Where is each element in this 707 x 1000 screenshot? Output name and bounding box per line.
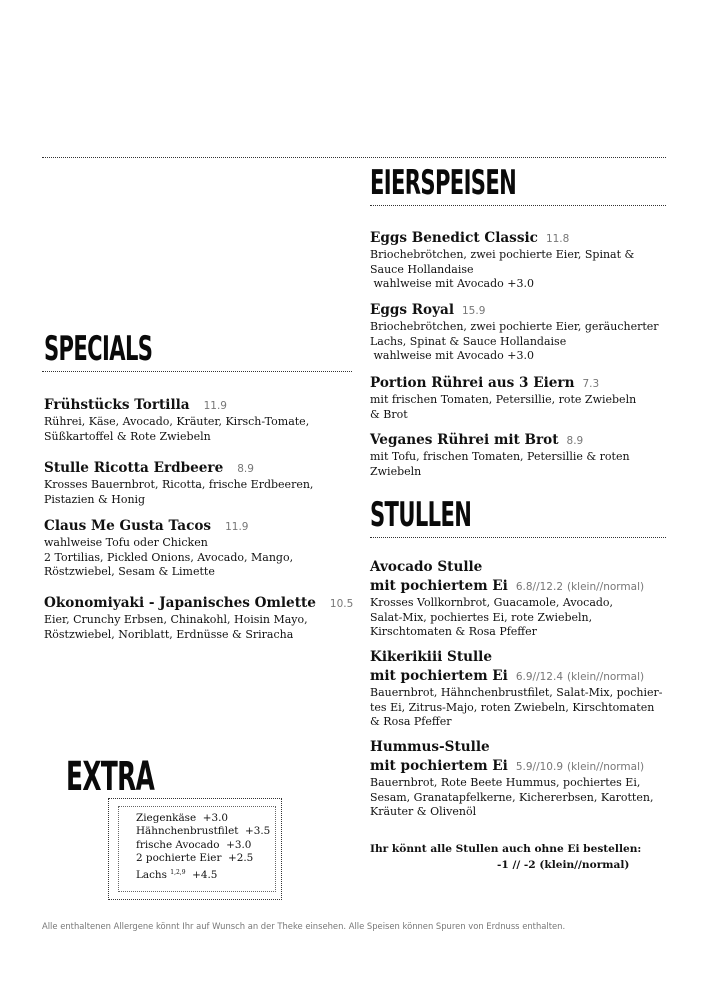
item-name: Claus Me Gusta Tacos xyxy=(44,518,212,534)
menu-item-eggs-royal xyxy=(370,302,659,364)
item-name: Kikerikiii Stulle xyxy=(370,649,492,665)
item-description: Krosses Vollkornbrot, Guacamole, Avocado, xyxy=(370,596,614,609)
extra-item: Lachs $^{1,2,9}$ +4.5 xyxy=(136,868,218,881)
item-name-line2: mit pochiertem Ei xyxy=(370,758,508,774)
item-price: 5.9//10.9 xyxy=(515,761,563,773)
specials-divider xyxy=(42,371,352,372)
menu-item-kikerikiii-stulle xyxy=(370,649,663,730)
extra-item: Hähnchenbrustfilet +3.5 xyxy=(136,825,271,838)
item-description: Salat-Mix, pochiertes Ei, rote Zwiebeln, xyxy=(370,610,593,624)
item-name: Veganes Rührei mit Brot xyxy=(370,432,559,448)
item-price: 8.9 xyxy=(237,463,254,475)
extra-list xyxy=(136,812,270,882)
item-description: wahlweise mit Avocado +3.0 xyxy=(370,277,534,290)
extra-item: 2 pochierte Eier +2.5 xyxy=(136,852,254,865)
top-divider xyxy=(42,157,666,158)
item-name: Eggs Royal xyxy=(370,302,454,318)
menu-item-veganes-ruehrei xyxy=(370,432,630,479)
item-price: 6.8//12.2 xyxy=(515,581,563,593)
menu-item-portion-ruehrei xyxy=(370,375,636,422)
section-title-specials: SPECIALS xyxy=(44,329,153,369)
allergen-codes: 1,2,9 xyxy=(170,868,186,876)
item-description: mit Tofu, frischen Tomaten, Petersillie & roten xyxy=(370,450,630,463)
extra-item: Ziegenkäse +3.0 xyxy=(136,812,229,824)
item-description: Röstzwiebel, Noriblatt, Erdnüsse & Sriracha xyxy=(44,627,294,641)
item-description: Kräuter & Olivenöl xyxy=(370,805,477,818)
menu-item-stulle-ricotta xyxy=(44,460,313,507)
item-description: mit frischen Tomaten, Petersillie, rote Zwiebeln xyxy=(370,393,637,406)
menu-item-claus-me-gusta-tacos xyxy=(44,518,293,580)
item-description: Pistazien & Honig xyxy=(44,492,146,506)
item-description: Kirschtomaten & Rosa Pfeffer xyxy=(370,625,537,638)
item-size: (klein//normal) xyxy=(567,761,645,773)
menu-item-okonomiyaki xyxy=(44,595,353,642)
stullen-divider xyxy=(370,537,666,538)
item-description: Krosses Bauernbrot, Ricotta, frische Erdbeeren, xyxy=(44,478,314,491)
item-price: 8.9 xyxy=(566,435,584,447)
item-description: Bauernbrot, Rote Beete Hummus, pochiertes Ei, xyxy=(370,776,641,789)
item-description: wahlweise Tofu oder Chicken xyxy=(44,536,208,549)
item-name: Eggs Benedict Classic xyxy=(370,230,538,246)
menu-item-eggs-benedict xyxy=(370,230,634,292)
item-description: wahlweise mit Avocado +3.0 xyxy=(370,349,534,362)
section-title-eierspeisen: EIERSPEISEN xyxy=(370,163,517,203)
menu-item-fruehstuecks-tortilla xyxy=(44,397,309,444)
item-description: Rührei, Käse, Avocado, Kräuter, Kirsch-Tomate, xyxy=(44,415,310,428)
item-price: 10.5 xyxy=(329,598,354,610)
item-size: (klein//normal) xyxy=(567,581,645,593)
stullen-note-price: -1 // -2 (klein//normal) xyxy=(497,859,630,871)
item-price: 11.8 xyxy=(545,233,570,245)
item-price: 6.9//12.4 xyxy=(515,671,563,683)
item-description: Lachs, Spinat & Sauce Hollandaise xyxy=(370,334,567,348)
item-name: Avocado Stulle xyxy=(370,559,483,575)
item-description: Sesam, Granatapfelkerne, Kichererbsen, Karotten, xyxy=(370,790,654,804)
item-description: & Rosa Pfeffer xyxy=(370,715,452,728)
item-size: (klein//normal) xyxy=(567,671,645,683)
item-description: & Brot xyxy=(370,407,408,421)
item-description: Zwiebeln xyxy=(370,464,422,478)
item-description: Süßkartoffel & Rote Zwiebeln xyxy=(44,429,211,443)
item-name-line2: mit pochiertem Ei xyxy=(370,578,508,594)
item-description: Sauce Hollandaise xyxy=(370,262,474,276)
allergen-footer: Alle enthaltenen Allergene könnt Ihr auf Wunsch an der Theke einsehen. Alle Speisen können Spuren von Erdnuss enthalten. xyxy=(42,921,566,931)
item-name: Stulle Ricotta Erdbeere xyxy=(44,460,224,476)
item-price: 11.9 xyxy=(203,400,227,412)
stullen-note: Ihr könnt alle Stullen auch ohne Ei bestellen: xyxy=(370,843,642,855)
item-price: 15.9 xyxy=(462,305,486,317)
menu-item-avocado-stulle xyxy=(370,559,644,640)
item-name-line2: mit pochiertem Ei xyxy=(370,668,508,684)
item-description: tes Ei, Zitrus-Majo, roten Zwiebeln, Kirschtomaten xyxy=(370,700,655,714)
item-name: Portion Rührei aus 3 Eiern xyxy=(370,375,575,391)
eierspeisen-divider xyxy=(370,205,666,206)
item-name: Okonomiyaki - Japanisches Omlette xyxy=(44,595,316,611)
item-description: Bauernbrot, Hähnchenbrustfilet, Salat-Mix, pochier- xyxy=(370,686,663,699)
item-description: 2 Tortilias, Pickled Onions, Avocado, Mango, xyxy=(44,550,294,564)
item-name: Hummus-Stulle xyxy=(370,739,490,755)
item-description: Briochebrötchen, zwei pochierte Eier, Spinat & xyxy=(370,248,635,261)
extra-item: frische Avocado +3.0 xyxy=(136,838,252,851)
item-price: 7.3 xyxy=(582,378,600,390)
item-description: Eier, Crunchy Erbsen, Chinakohl, Hoisin Mayo, xyxy=(44,613,308,626)
menu-item-hummus-stulle xyxy=(370,739,653,820)
item-name: Frühstücks Tortilla xyxy=(44,397,190,413)
section-title-stullen: STULLEN xyxy=(370,495,472,535)
item-price: 11.9 xyxy=(225,521,249,533)
item-description: Röstzwiebel, Sesam & Limette xyxy=(44,565,215,578)
section-title-extra: EXTRA xyxy=(66,754,155,800)
item-description: Briochebrötchen, zwei pochierte Eier, geräucherter xyxy=(370,320,659,333)
